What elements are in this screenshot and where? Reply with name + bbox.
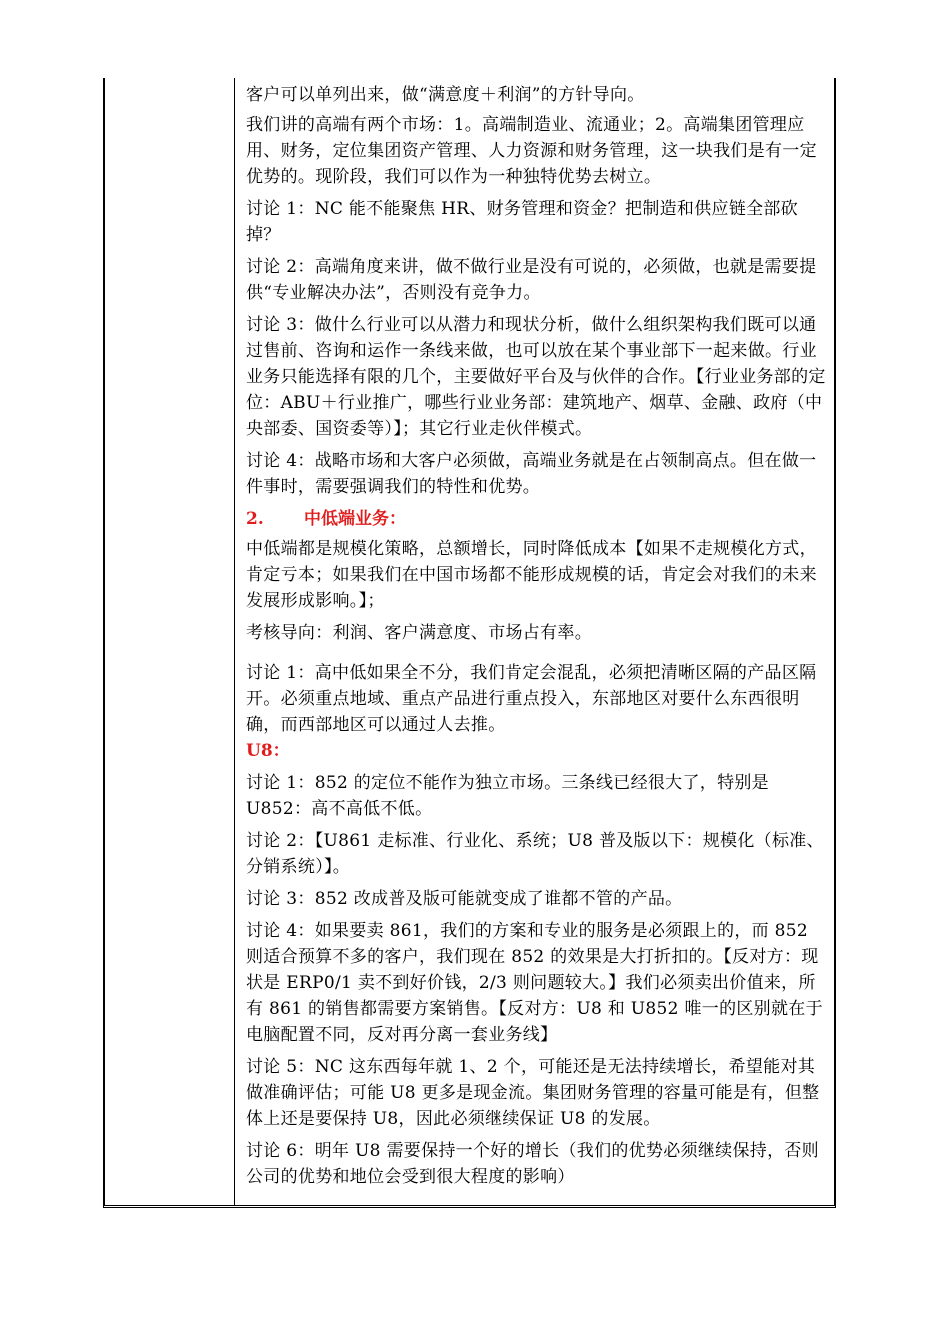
paragraph-mid-low-discussion-1: 讨论 1：高中低如果全不分，我们肯定会混乱，必须把清晰区隔的产品区隔开。必须重点地域、重点产品进行重点投入，东部地区对要什么东西很明确，而西部地区可以通过人去推。 [246, 663, 817, 735]
paragraph-u8-discussion-3: 讨论 3：852 改成普及版可能就变成了谁都不管的产品。 [246, 889, 683, 909]
notes-content [246, 82, 831, 1196]
paragraph-high-end-markets: 我们讲的高端有两个市场：1。高端制造业、流通业；2。高端集团管理应用、财务，定位集团资产管理、人力资源和财务管理，这一块我们是有一定优势的。现阶段，我们可以作为一种独特优势去树立。 [246, 115, 817, 187]
paragraph-u8-discussion-6: 讨论 6：明年 U8 需要保持一个好的增长（我们的优势必须继续保持，否则公司的优势和地位会受到很大程度的影响） [246, 1141, 819, 1187]
table-right-column [236, 78, 834, 1205]
paragraph-customer-orientation: 客户可以单列出来，做“满意度＋利润”的方针导向。 [246, 85, 645, 105]
paragraph-discussion-4: 讨论 4：战略市场和大客户必须做，高端业务就是在占领制高点。但在做一件事时，需要强调我们的特性和优势。 [246, 451, 817, 497]
paragraph-scale-strategy: 中低端都是规模化策略，总额增长，同时降低成本【如果不走规模化方式，肯定亏本；如果我们在中国市场都不能形成规模的话，肯定会对我们的未来发展形成影响。】； [246, 539, 817, 611]
section-title: 中低端业务： [304, 509, 406, 529]
paragraph-discussion-2: 讨论 2：高端角度来讲，做不做行业是没有可说的，必须做，也就是需要提供“专业解决办法”，否则没有竞争力。 [246, 257, 817, 303]
paragraph-u8-discussion-2: 讨论 2：【U861 走标准、行业化、系统；U8 普及版以下：规模化（标准、分销系统）】。 [246, 831, 824, 877]
section-number: 2. [246, 509, 264, 529]
paragraph-u8-discussion-5: 讨论 5：NC 这东西每年就 1、2 个，可能还是无法持续增长，希望能对其做准确评估；可能 U8 更多是现金流。集团财务管理的容量可能是有，但整体上还是要保持 U8，因此必须继续保证 U8 的发展。 [246, 1057, 820, 1129]
paragraph-u8-discussion-1: 讨论 1：852 的定位不能作为独立市场。三条线已经很大了，特别是 U852：高不高低不低。 [246, 773, 769, 819]
table-left-column [105, 78, 235, 1205]
meeting-notes-table [103, 78, 836, 1208]
u8-label: U8： [246, 741, 290, 761]
paragraph-discussion-1: 讨论 1：NC 能不能聚焦 HR、财务管理和资金？把制造和供应链全部砍掉？ [246, 199, 799, 245]
section-heading-mid-low [246, 506, 831, 532]
paragraph-u8-discussion-4: 讨论 4：如果要卖 861，我们的方案和专业的服务是必须跟上的，而 852 则适合预算不多的客户，我们现在 852 的效果是大打折扣的。【反对方：现状是 ERP0/1 卖不到好价钱，2/3 则问题较大。】我们必须卖出价值来，所有 861 的销售都需要方案销售。【反对方：U8 和 U852 唯一的区别就在于电脑配置不同，反对再分离一套业务线】 [246, 921, 823, 1045]
paragraph-discussion-3: 讨论 3：做什么行业可以从潜力和现状分析，做什么组织架构我们既可以通过售前、咨询和运作一条线来做，也可以放在某个事业部下一起来做。行业业务只能选择有限的几个，主要做好平台及与伙伴的合作。【行业业务部的定位：ABU＋行业推广，哪些行业业务部：建筑地产、烟草、金融、政府（中央部委、国资委等）】；其它行业走伙伴模式。 [246, 315, 826, 439]
paragraph-assessment: 考核导向：利润、客户满意度、市场占有率。 [246, 623, 592, 643]
